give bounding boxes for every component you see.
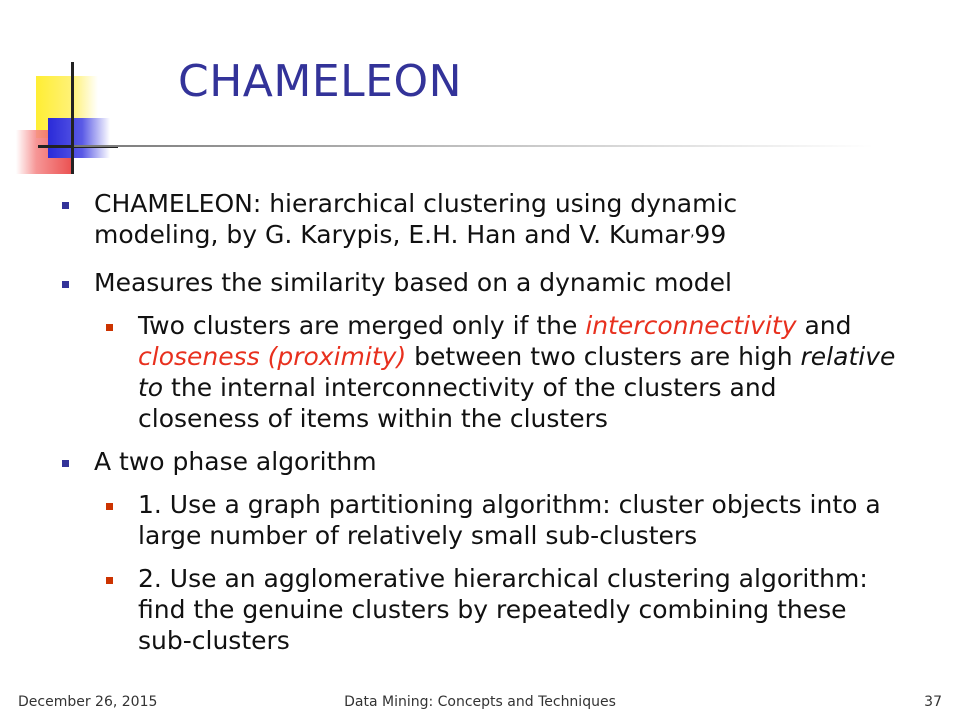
bullet-text: Measures the similarity based on a dynamic model <box>94 268 732 297</box>
sub-bullet-item <box>56 310 906 434</box>
bullet-item <box>56 267 906 298</box>
square-bullet-icon <box>62 460 69 467</box>
apostrophe-mark: ’ <box>689 233 695 249</box>
footer-date: December 26, 2015 <box>18 694 158 710</box>
logo-blue-block <box>48 118 110 158</box>
sub-bullet-item <box>56 489 906 551</box>
slide-footer <box>0 694 960 714</box>
bullet-year: 99 <box>694 220 727 249</box>
slide-title: CHAMELEON <box>178 56 463 107</box>
logo-vertical-line <box>71 62 74 174</box>
bullet-text-line1: CHAMELEON: hierarchical clustering using dynamic <box>94 189 738 218</box>
emphasis-interconnectivity: interconnectivity <box>585 311 797 340</box>
square-sub-bullet-icon <box>106 503 113 510</box>
square-bullet-icon <box>62 281 69 288</box>
bullet-text-line2: modeling, by G. Karypis, E.H. Han and V. Kumar <box>94 220 690 249</box>
sub-bullet-text-mid1: and <box>796 311 852 340</box>
square-sub-bullet-icon <box>106 577 113 584</box>
footer-title: Data Mining: Concepts and Techniques <box>344 694 616 710</box>
bullet-item <box>56 446 906 477</box>
bullet-text: A two phase algorithm <box>94 447 377 476</box>
bullet-item <box>56 188 906 255</box>
sub-bullet-item <box>56 563 906 656</box>
emphasis-relative-to: relative to <box>138 342 896 402</box>
sub-bullet-text-pre: Two clusters are merged only if the <box>138 311 586 340</box>
slide-content <box>56 188 906 668</box>
emphasis-closeness: closeness (proximity) <box>138 342 407 371</box>
page-number: 37 <box>924 694 942 710</box>
sub-bullet-text: 1. Use a graph partitioning algorithm: cluster objects into a large number of relatively small sub-clusters <box>138 490 881 550</box>
title-underline <box>74 145 874 147</box>
square-bullet-icon <box>62 202 69 209</box>
sub-bullet-text-mid2: between two clusters are high <box>406 342 801 371</box>
sub-bullet-text-post: the internal interconnectivity of the clusters and closeness of items within the clusters <box>138 373 777 433</box>
sub-bullet-text: 2. Use an agglomerative hierarchical clustering algorithm: find the genuine clusters by repeatedly combining these sub-clusters <box>138 564 868 655</box>
square-sub-bullet-icon <box>106 324 113 331</box>
